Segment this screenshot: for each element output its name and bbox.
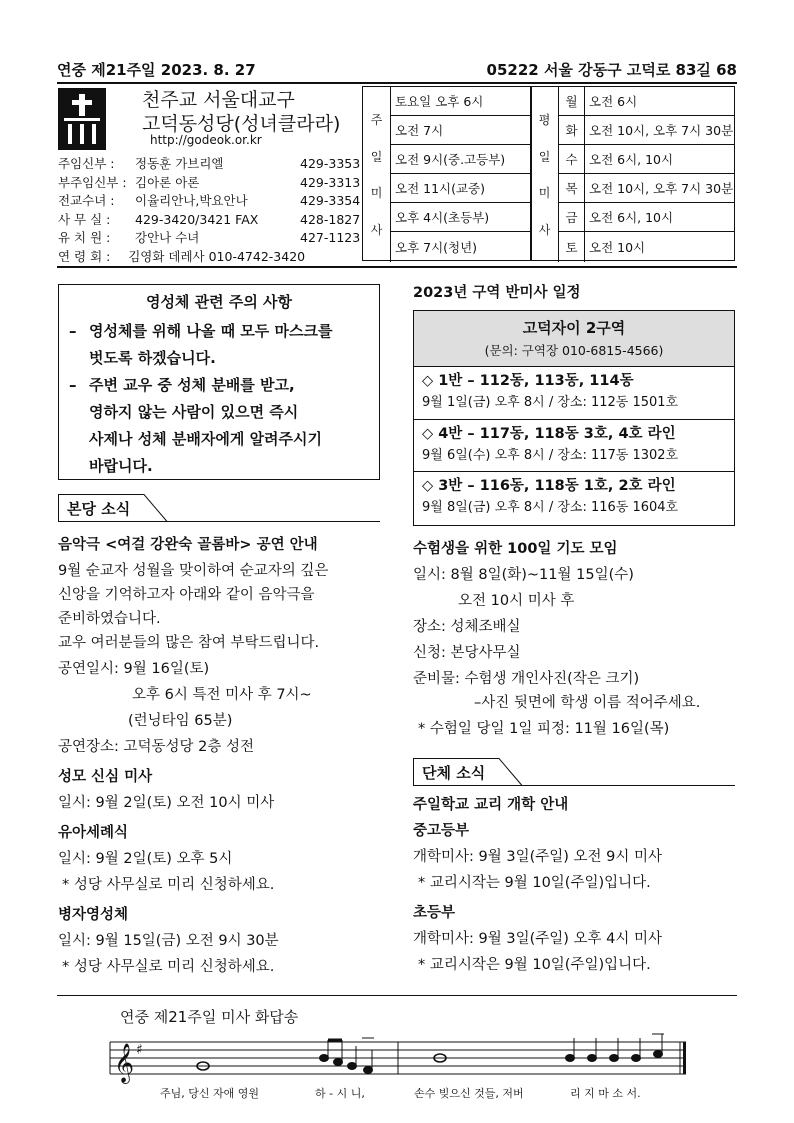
tab-slant-icon xyxy=(497,758,523,786)
staff-role: 사 무 실 : xyxy=(58,211,111,227)
item3-body: 일시: 9월 2일(토) 오후 5시 xyxy=(58,851,233,867)
mass-label-char: 사 xyxy=(370,223,383,238)
item4-title: 병자영성체 xyxy=(58,907,129,923)
header-bottom-rule xyxy=(57,266,737,268)
perf-running: (런닝타임 65분) xyxy=(128,713,233,729)
weekday-name: 수 xyxy=(559,145,585,173)
exam-line-4: 신청: 본당사무실 xyxy=(413,645,521,661)
weekday-name: 토 xyxy=(559,232,585,261)
zone-name: 고덕자이 2구역 xyxy=(522,319,626,337)
zone-group-units: ◇ 4반 – 117동, 118동 3호, 4호 라인 xyxy=(422,425,676,442)
perf-date: 공연일시: 9월 16일(토) xyxy=(58,661,210,677)
notice-line: 바랍니다. xyxy=(89,457,153,475)
zone-group-schedule: 9월 1일(금) 오후 8시 / 장소: 112동 1501호 xyxy=(422,395,679,410)
item4-note: * 성당 사무실로 미리 신청하세요. xyxy=(62,959,275,975)
sunday-mass-time xyxy=(391,174,531,203)
sunday-mass-time xyxy=(391,232,531,261)
item2-title: 성모 신심 미사 xyxy=(58,769,153,785)
mass-time-text: 오후 4시(초등부) xyxy=(395,210,490,226)
weekday-name: 금 xyxy=(559,203,585,231)
staff-role: 유 치 원 : xyxy=(58,230,111,246)
sunday-mass-time xyxy=(391,116,531,145)
staff-role: 전교수녀 : xyxy=(58,193,115,209)
tab-parish-news-label: 본당 소식 xyxy=(58,494,142,522)
mass-label-char: 평 xyxy=(538,112,551,127)
notice-line: 사제나 성체 분배자에게 알려주시기 xyxy=(89,430,323,448)
staff-phone: 429-3353 xyxy=(300,156,361,171)
tab-underline xyxy=(58,521,380,522)
church-name xyxy=(142,88,340,136)
lyrics-4: 리 지 마 소 서. xyxy=(570,1087,641,1100)
tab-parish-news xyxy=(58,494,168,522)
staff-phone xyxy=(305,248,358,267)
zone-group xyxy=(414,420,734,473)
lyrics-1: 주님, 당신 자애 영원 xyxy=(160,1087,259,1100)
weekday-mass-time: 오전 6시, 10시 xyxy=(589,152,674,168)
staff-row xyxy=(58,248,358,267)
hymn-title: 연중 제21주일 미사 화답송 xyxy=(120,1008,299,1026)
notice-line: 주변 교우 중 성체 분배를 받고, xyxy=(89,376,295,394)
top-bar xyxy=(57,58,737,80)
top-rule xyxy=(57,82,737,84)
musical-body-3: 준비하였습니다. xyxy=(58,611,161,627)
musical-body-1: 9월 순교자 성월을 맞이하여 순교자의 깊은 xyxy=(58,563,329,579)
staff-name: 김아론 아론 xyxy=(135,174,200,190)
musical-body-2: 신앙을 기억하고자 아래와 같이 음악극을 xyxy=(58,587,315,603)
bulletin-date: 연중 제21주일 2023. 8. 27 xyxy=(57,61,256,79)
sunday-mass-time xyxy=(391,145,531,174)
weekday-mass-row xyxy=(559,145,734,174)
weekday-mass-row xyxy=(559,116,734,145)
middle-label: 중고등부 xyxy=(413,823,470,839)
weekday-mass-time: 오전 10시, 오후 7시 30분 xyxy=(589,181,734,197)
weekday-mass-row xyxy=(559,203,734,232)
treble-clef-icon: 𝄞 xyxy=(114,1043,135,1083)
exam-line-5: 준비물: 수험생 개인사진(작은 크기) xyxy=(413,671,640,687)
tab-group-news xyxy=(413,758,523,786)
elementary-line-2: * 교리시작은 9월 10일(주일)입니다. xyxy=(418,957,651,973)
zone-table xyxy=(413,310,735,526)
perf-time: 오후 6시 특전 미사 후 7시~ xyxy=(132,687,312,703)
mass-label-char: 일 xyxy=(538,149,551,164)
zone-group-units: ◇ 1반 – 112동, 113동, 114동 xyxy=(422,373,634,389)
zone-group xyxy=(414,367,734,420)
musical-title: 음악극 <여걸 강완숙 골롬바> 공연 안내 xyxy=(58,537,318,553)
staff-row xyxy=(58,155,361,174)
staff-name: 이율리안나,박요안나 xyxy=(135,193,248,209)
staff-phone: 429-3354 xyxy=(300,193,361,209)
exam-line-3: 장소: 성체조배실 xyxy=(413,619,521,635)
sharp-icon: ♯ xyxy=(136,1042,143,1058)
notice-line: 영성체를 위해 나올 때 모두 마스크를 xyxy=(89,322,333,340)
mass-time-text: 오전 7시 xyxy=(395,123,444,139)
mass-label-char: 미 xyxy=(538,186,551,201)
item3-title: 유아세례식 xyxy=(58,825,129,841)
exam-line-2: 오전 10시 미사 후 xyxy=(458,593,575,609)
elementary-label: 초등부 xyxy=(413,905,456,921)
church-url[interactable]: http://godeok.or.kr xyxy=(150,133,262,147)
staff-phone: 428-1827 xyxy=(300,211,361,227)
weekday-mass-label xyxy=(531,87,559,262)
staff-name: 정동훈 가브리엘 xyxy=(135,156,224,171)
exam-title: 수험생을 위한 100일 기도 모임 xyxy=(413,541,618,557)
tab-group-news-label: 단체 소식 xyxy=(413,758,497,786)
weekday-mass-row xyxy=(559,232,734,261)
notice-title: 영성체 관련 주의 사항 xyxy=(145,293,293,311)
mass-label-char: 주 xyxy=(370,112,383,127)
zone-group-schedule: 9월 6일(수) 오후 8시 / 장소: 117동 1302호 xyxy=(422,447,679,463)
weekday-mass-time: 오전 6시 xyxy=(589,94,638,110)
church-logo xyxy=(58,88,106,150)
weekday-mass-time: 오전 10시, 오후 7시 30분 xyxy=(589,123,734,139)
elementary-line-1: 개학미사: 9월 3일(주일) 오후 4시 미사 xyxy=(413,931,663,947)
staff-row xyxy=(58,192,361,211)
staff-name: 김영화 데레사 010-4742-3420 xyxy=(128,248,306,264)
sunday-mass-label xyxy=(363,87,391,262)
sunday-mass-box xyxy=(362,86,532,261)
staff-list xyxy=(58,155,361,267)
zone-group xyxy=(414,472,734,525)
exam-line-1: 일시: 8월 8일(화)~11월 15일(수) xyxy=(413,567,634,583)
item3-note: * 성당 사무실로 미리 신청하세요. xyxy=(62,877,275,893)
musical-body-4: 교우 여러분들의 많은 참여 부탁드립니다. xyxy=(58,635,320,651)
notice-item xyxy=(69,372,369,480)
notice-line: 영하지 않는 사람이 있으면 즉시 xyxy=(89,403,299,421)
staff-phone: 429-3313 xyxy=(300,174,361,190)
notice-item xyxy=(69,318,369,372)
weekday-name: 목 xyxy=(559,174,585,202)
zone-group-units: ◇ 3반 – 116동, 118동 1호, 2호 라인 xyxy=(422,478,676,494)
staff-row xyxy=(58,211,361,230)
weekday-name: 월 xyxy=(559,87,585,115)
middle-line-1: 개학미사: 9월 3일(주일) 오전 9시 미사 xyxy=(413,849,663,865)
staff-name: 강안나 수녀 xyxy=(135,230,200,246)
sunday-mass-time xyxy=(391,203,531,232)
mass-label-char: 사 xyxy=(538,223,551,238)
staff-phone: 427-1123 xyxy=(300,230,361,246)
church-address: 05222 서울 강동구 고덕로 83길 68 xyxy=(486,61,737,79)
zone-header xyxy=(414,311,734,367)
staff-name: 429-3420/3421 FAX xyxy=(135,211,259,227)
mass-time-text: 오전 9시(중.고등부) xyxy=(395,152,506,168)
church-name-line1: 천주교 서울대교구 xyxy=(142,89,295,111)
weekday-name: 화 xyxy=(559,116,585,144)
staff-row xyxy=(58,174,361,193)
zone-group-schedule: 9월 8일(금) 오후 8시 / 장소: 116동 1604호 xyxy=(422,500,679,515)
zone-contact: (문의: 구역장 010-6815-4566) xyxy=(484,343,664,358)
tab-slant-icon xyxy=(142,494,168,522)
hymn-rule xyxy=(57,995,737,996)
lyrics-2: 하 - 시 니, xyxy=(315,1087,365,1100)
item2-body: 일시: 9월 2일(토) 오전 10시 미사 xyxy=(58,795,275,811)
exam-line-6: –사진 뒷면에 학생 이름 적어주세요. xyxy=(474,695,701,711)
staff-role: 부주임신부 : xyxy=(58,174,127,190)
weekday-mass-row xyxy=(559,174,734,203)
lyrics-3: 손수 빚으신 것들, 저버 xyxy=(414,1087,524,1100)
zone-schedule-title: 2023년 구역 반미사 일정 xyxy=(413,285,581,301)
sunday-mass-time xyxy=(391,87,531,116)
exam-line-7: * 수험일 당일 1일 피정: 11월 16일(목) xyxy=(418,721,670,737)
church-name-line2: 고덕동성당(성녀클라라) xyxy=(142,113,341,135)
weekday-mass-time: 오전 6시, 10시 xyxy=(589,210,674,226)
weekday-mass-row xyxy=(559,87,734,116)
music-staff xyxy=(108,1032,688,1084)
mass-label-char: 미 xyxy=(370,186,383,201)
mass-time-text: 오전 11시(교중) xyxy=(395,181,486,197)
staff-role: 연 령 회 : xyxy=(58,248,111,264)
notice-line: 벗도록 하겠습니다. xyxy=(89,349,216,367)
tab-underline xyxy=(413,785,735,786)
mass-time-text: 토요일 오후 6시 xyxy=(395,94,484,110)
communion-notice xyxy=(58,284,380,480)
weekday-mass-box xyxy=(530,86,735,261)
staff-role: 주임신부 : xyxy=(58,156,115,171)
mass-label-char: 일 xyxy=(370,149,383,164)
item4-body: 일시: 9월 15일(금) 오전 9시 30분 xyxy=(58,933,279,949)
mass-schedule xyxy=(362,86,735,261)
school-title: 주일학교 교리 개학 안내 xyxy=(413,797,569,813)
middle-line-2: * 교리시작는 9월 10일(주일)입니다. xyxy=(418,875,651,891)
staff-row xyxy=(58,229,361,248)
weekday-mass-time: 오전 10시 xyxy=(589,240,646,256)
mass-time-text: 오후 7시(청년) xyxy=(395,240,478,256)
perf-place: 공연장소: 고덕동성당 2층 성전 xyxy=(58,739,255,755)
